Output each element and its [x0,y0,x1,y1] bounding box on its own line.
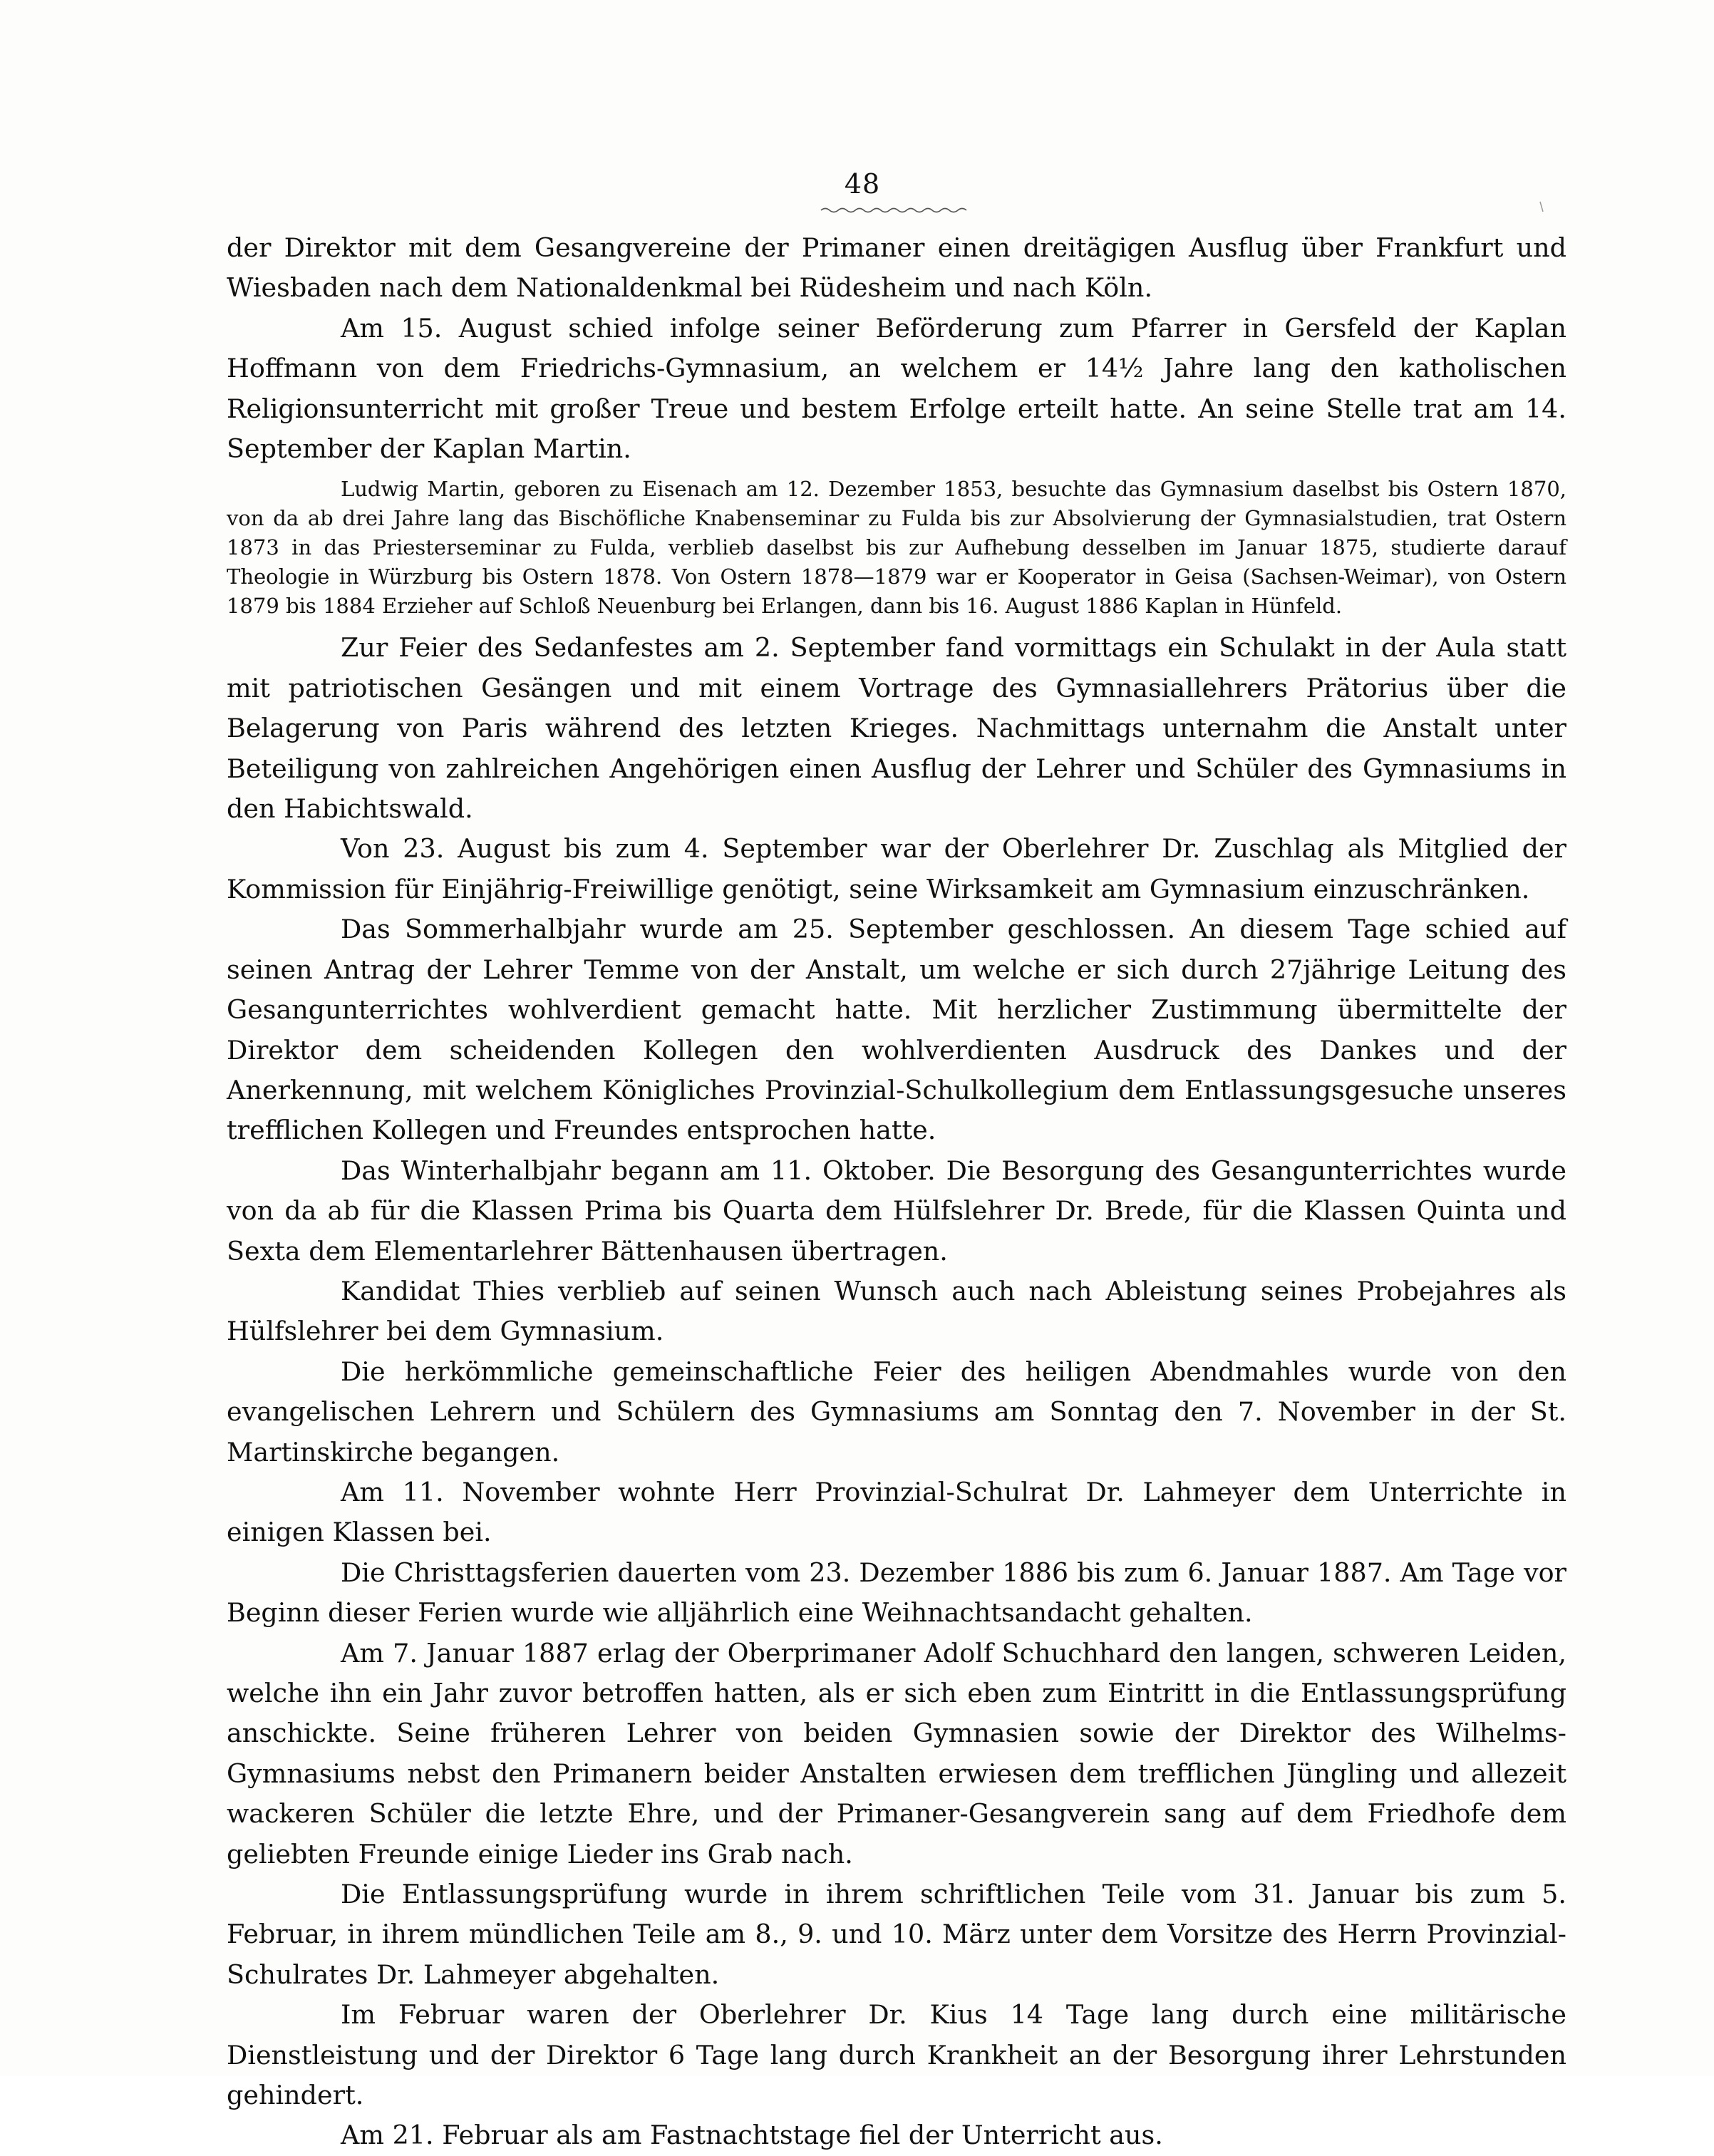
footnote-biography-martin: Ludwig Martin, geboren zu Eisenach am 12. Dezember 1853, besuchte das Gymnasium daselbst bis Ostern 1870, von da ab drei Jahre lang das Bischöfliche Knabenseminar zu Fulda bis zur Absolvierung der Gymnasialstudien, trat Ostern 1873 in das Priesterseminar zu Fulda, verblieb daselbst bis zur Aufhebung desselben im Januar 1875, studierte darauf Theologie in Würzburg bis Ostern 1878. Von Ostern 1878—1879 war er Kooperator in Geisa (Sachsen-Weimar), von Ostern 1879 bis 1884 Erzieher auf Schloß Neuenburg bei Erlangen, dann bis 16. August 1886 Kaplan in Hünfeld. [227,477,1566,619]
paragraph-abendmahl: Die herkömmliche gemeinschaftliche Feier des heiligen Abendmahles wurde von den evangelischen Lehrern und Schülern des Gymnasiums am Sonntag den 7. November in der St. Martinskirche begangen. [227,1356,1566,1468]
paragraph-fastnacht: Am 21. Februar als am Fastnachtstage fiel der Unterricht aus. [341,2120,1163,2151]
paragraph-februar: Im Februar waren der Oberlehrer Dr. Kius 14 Tage lang durch eine militärische Dienstleistung und der Direktor 6 Tage lang durch Krankheit an der Besorgung ihrer Lehrstunden gehindert. [227,1999,1566,2111]
page-number-flourish [820,205,969,215]
stray-mark [1539,201,1544,212]
paragraph-excursion: der Direktor mit dem Gesangvereine der Primaner einen dreitägigen Ausflug über Frankfurt und Wiesbaden nach dem Nationaldenkmal bei Rüdesheim und nach Köln. [227,232,1566,304]
paragraph-kandidat-thies: Kandidat Thies verblieb auf seinen Wunsch auch nach Ableistung seines Probejahres als Hülfslehrer bei dem Gymnasium. [227,1275,1566,1347]
paragraph-schuchhard: Am 7. Januar 1887 erlag der Oberprimaner Adolf Schuchhard den langen, schweren Leiden, welche ihn ein Jahr zuvor betroffen hatten, als er sich eben zum Eintritt in die Entlassungsprüfung anschickte. Seine früheren Lehrer von beiden Gymnasien sowie der Direktor des Wilhelms-Gymnasiums nebst den Primanern beider Anstalten erwiesen dem trefflichen Jüngling und allezeit wackeren Schüler die letzte Ehre, und der Primaner-Gesangverein sang auf dem Friedhofe dem geliebten Freunde einige Lieder ins Grab nach. [227,1637,1566,1869]
page-number: 48 [844,168,881,200]
paragraph-christtagsferien: Die Christtagsferien dauerten vom 23. Dezember 1886 bis zum 6. Januar 1887. Am Tage vor Beginn dieser Ferien wurde wie alljährlich eine Weihnachtsandacht gehalten. [227,1557,1566,1629]
paragraph-winterhalbjahr: Das Winterhalbjahr begann am 11. Oktober. Die Besorgung des Gesangunterrichtes wurde von da ab für die Klassen Prima bis Quarta dem Hülfslehrer Dr. Brede, für die Klassen Quinta und Sexta dem Elementarlehrer Bättenhausen übertragen. [227,1155,1566,1267]
paragraph-entlassungspruefung: Die Entlassungsprüfung wurde in ihrem schriftlichen Teile vom 31. Januar bis zum 5. Februar, in ihrem mündlichen Teile am 8., 9. und 10. März unter dem Vorsitze des Herrn Provinzial-Schulrates Dr. Lahmeyer abgehalten. [227,1879,1566,1990]
paragraph-kaplan-hoffmann: Am 15. August schied infolge seiner Beförderung zum Pfarrer in Gersfeld der Kaplan Hoffmann von dem Friedrichs-Gymnasium, an welchem er 14½ Jahre lang den katholischen Religionsunterricht mit großer Treue und bestem Erfolge erteilt hatte. An seine Stelle trat am 14. September der Kaplan Martin. [227,312,1566,465]
body-text [227,228,1566,2156]
paragraph-sommerhalbjahr: Das Sommerhalbjahr wurde am 25. September geschlossen. An diesem Tage schied auf seinen Antrag der Lehrer Temme von der Anstalt, um welche er sich durch 27jährige Leitung des Gesangunterrichtes wohlverdient gemacht hatte. Mit herzlicher Zustimmung übermittelte der Direktor dem scheidenden Kollegen den wohlverdienten Ausdruck des Dankes und der Anerkennung, mit welchem Königliches Provinzial-Schulkollegium dem Entlassungsgesuche unseres trefflichen Kollegen und Freundes entsprochen hatte. [227,914,1566,1146]
paragraph-sedanfest: Zur Feier des Sedanfestes am 2. September fand vormittags ein Schulakt in der Aula statt mit patriotischen Gesängen und mit einem Vortrage des Gymnasiallehrers Prätorius über die Belagerung von Paris während des letzten Krieges. Nachmittags unternahm die Anstalt unter Beteiligung von zahlreichen Angehörigen einen Ausflug der Lehrer und Schüler des Gymnasiums in den Habichtswald. [227,632,1566,825]
paragraph-zuschlag: Von 23. August bis zum 4. September war der Oberlehrer Dr. Zuschlag als Mitglied der Kommission für Einjährig-Freiwillige genötigt, seine Wirksamkeit am Gymnasium einzuschränken. [227,833,1566,904]
paragraph-lahmeyer-visit: Am 11. November wohnte Herr Provinzial-Schulrat Dr. Lahmeyer dem Unterrichte in einigen Klassen bei. [227,1476,1566,1548]
